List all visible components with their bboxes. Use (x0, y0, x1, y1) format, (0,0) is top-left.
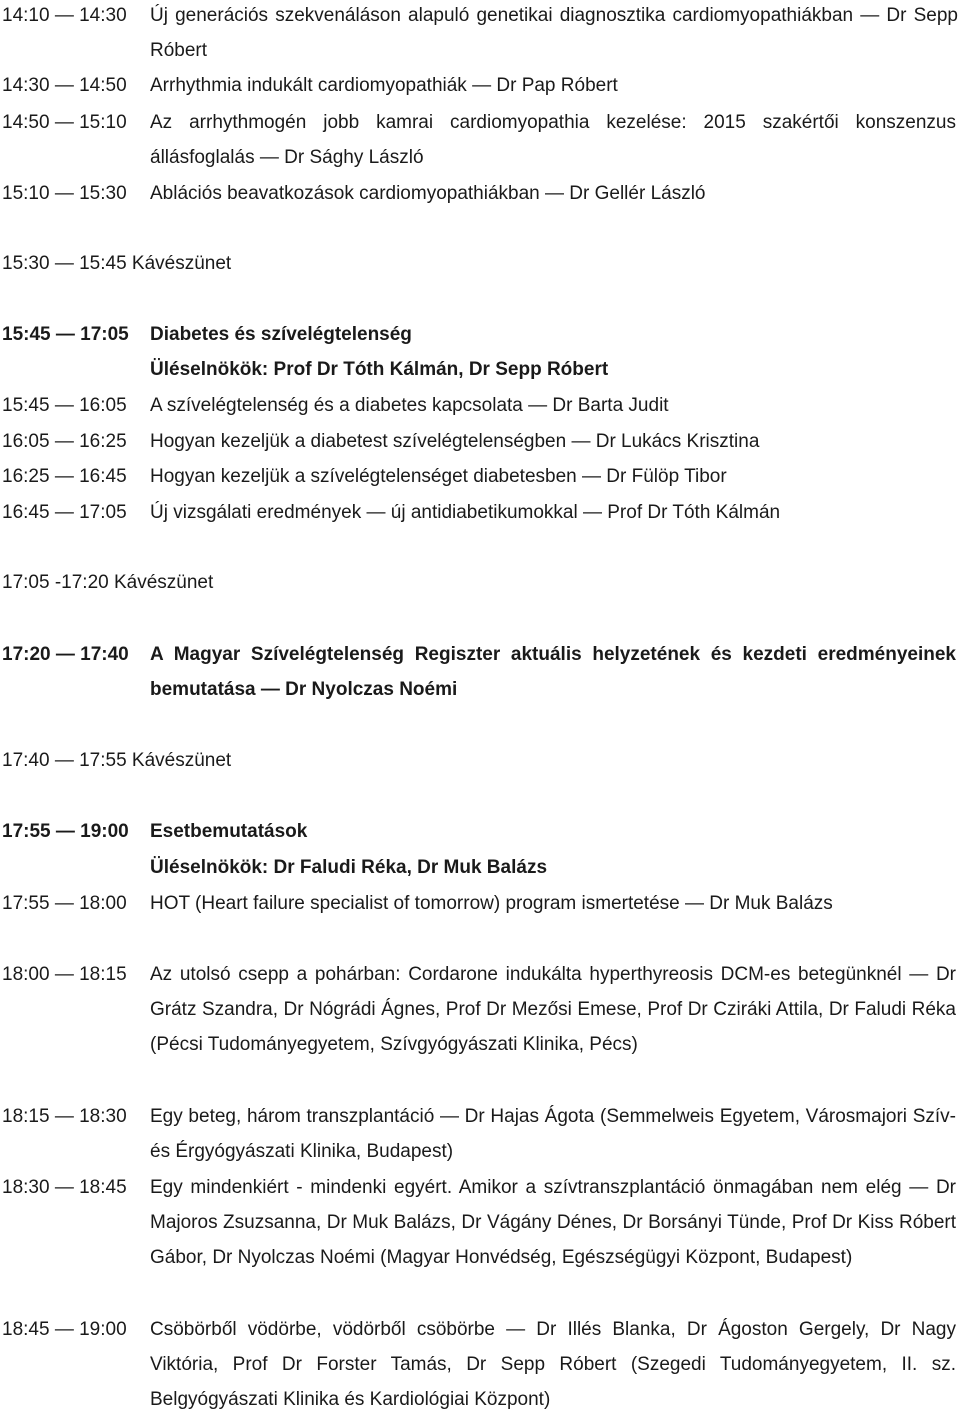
session-title: A szívelégtelenség és a diabetes kapcsolata — Dr Barta Judit (150, 395, 669, 416)
session-time: 16:05 — 16:25 (2, 431, 127, 452)
session-time: 15:45 — 17:05 (2, 324, 129, 345)
session-title: Csöbörből vödörbe, vödörből csöbörbe — Dr Illés Blanka, Dr Ágoston Gergely, Dr Nagy Viktória, Prof Dr Forster Tamás, Dr Sepp Róbert (Szegedi Tudományegyetem, II. sz. Belgyógyászati Klinika és Kardiológiai Központ) (150, 1319, 956, 1411)
session-title: Arrhythmia indukált cardiomyopathiák — Dr Pap Róbert (150, 75, 618, 96)
session-title: Új vizsgálati eredmények — új antidiabetikumokkal — Prof Dr Tóth Kálmán (150, 502, 781, 523)
session-block-title: Esetbemutatások (150, 821, 308, 842)
session-title: Ablációs beavatkozások cardiomyopathiákban — Dr Gellér László (150, 183, 706, 204)
session-time: 14:50 — 15:10 (2, 112, 127, 133)
session-time: 15:45 — 16:05 (2, 395, 127, 416)
chairs-text: Üléselnökök: Dr Faludi Réka, Dr Muk Balázs (150, 857, 548, 878)
session-time: 17:55 — 19:00 (2, 821, 129, 842)
session-time: 18:00 — 18:15 (2, 964, 127, 985)
session-title: Egy mindenkiért - mindenki egyért. Amikor a szívtranszplantáció önmagában nem elég — Dr Majoros Zsuzsanna, Dr Muk Balázs, Dr Vágány Dénes, Dr Borsányi Tünde, Prof Dr Kiss Róbert Gábor, Dr Nyolczas Noémi (Magyar Honvédség, Egészségügyi Központ, Budapest) (150, 1177, 956, 1269)
chairs-text: Üléselnökök: Prof Dr Tóth Kálmán, Dr Sepp Róbert (150, 359, 609, 380)
session-title: Az utolsó csepp a pohárban: Cordarone indukálta hyperthyreosis DCM-es betegünknél — Dr Grátz Szandra, Dr Nógrádi Ágnes, Prof Dr Mezősi Emese, Prof Dr Cziráki Attila, Dr Faludi Réka (Pécsi Tudományegyetem, Szívgyógyászati Klinika, Pécs) (150, 964, 956, 1056)
session-time: 17:20 — 17:40 (2, 644, 129, 665)
session-time: 14:10 — 14:30 (2, 5, 127, 26)
session-block-title: Diabetes és szívelégtelenség (150, 324, 412, 345)
session-title: Hogyan kezeljük a szívelégtelenséget diabetesben — Dr Fülöp Tibor (150, 466, 727, 487)
coffee-break: 15:30 — 15:45 Kávészünet (2, 253, 232, 274)
coffee-break: 17:05 -17:20 Kávészünet (2, 572, 214, 593)
session-time: 18:30 — 18:45 (2, 1177, 127, 1198)
session-title: Az arrhythmogén jobb kamrai cardiomyopathia kezelése: 2015 szakértői konszenzus állásfoglalás — Dr Sághy László (150, 112, 956, 169)
session-title: Új generációs szekvenáláson alapuló genetikai diagnosztika cardiomyopathiákban — Dr Sepp Róbert (150, 5, 958, 62)
session-time: 14:30 — 14:50 (2, 75, 127, 96)
session-title: Egy beteg, három transzplantáció — Dr Hajas Ágota (Semmelweis Egyetem, Városmajori Szív- és Érgyógyászati Klinika, Budapest) (150, 1106, 956, 1163)
session-time: 16:25 — 16:45 (2, 466, 127, 487)
session-title: Hogyan kezeljük a diabetest szívelégtelenségben — Dr Lukács Krisztina (150, 431, 760, 452)
coffee-break: 17:40 — 17:55 Kávészünet (2, 750, 232, 771)
session-title: A Magyar Szívelégtelenség Regiszter aktuális helyzetének és kezdeti eredményeinek bemutatása — Dr Nyolczas Noémi (150, 644, 956, 701)
session-time: 17:55 — 18:00 (2, 893, 127, 914)
session-time: 16:45 — 17:05 (2, 502, 127, 523)
session-title: HOT (Heart failure specialist of tomorrow) program ismertetése — Dr Muk Balázs (150, 893, 833, 914)
session-time: 18:45 — 19:00 (2, 1319, 127, 1340)
session-time: 18:15 — 18:30 (2, 1106, 127, 1127)
session-time: 15:10 — 15:30 (2, 183, 127, 204)
